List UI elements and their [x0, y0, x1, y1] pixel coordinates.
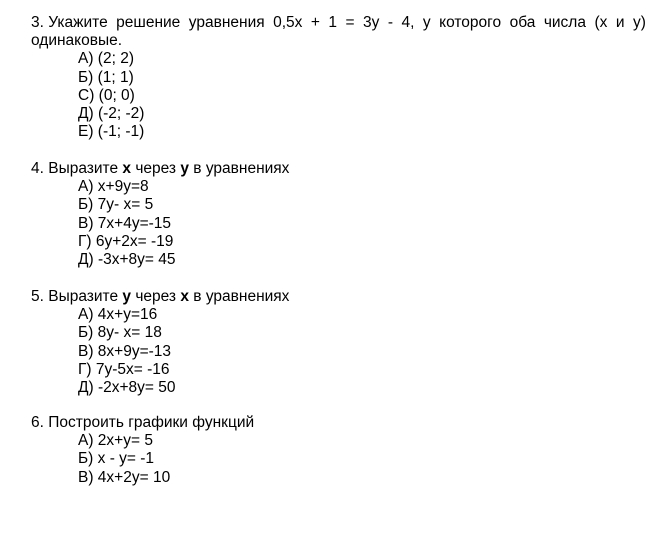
- q4-title-variable: y: [180, 160, 189, 177]
- q3-word: y): [632, 14, 646, 31]
- q3-word: -: [387, 14, 394, 31]
- question-4-title: [31, 160, 646, 178]
- q5-title-text: через: [131, 288, 181, 305]
- answer-option: А) (2; 2): [78, 50, 134, 68]
- q3-word: у: [422, 14, 431, 31]
- answer-option: С) (0; 0): [78, 86, 135, 104]
- q3-word: 4,: [401, 14, 415, 31]
- question-6-options: [31, 432, 646, 487]
- equation-item: Г) 7y-5x= -16: [78, 360, 170, 378]
- answer-option: Д) (-2; -2): [78, 105, 145, 123]
- equation-item: Д) -3x+8y= 45: [78, 251, 176, 269]
- answer-option: Е) (-1; -1): [78, 123, 145, 141]
- q4-title-text: в уравнениях: [188, 160, 290, 177]
- equation-item: Г) 6y+2x= -19: [78, 232, 174, 250]
- q5-title-text: в уравнениях: [188, 288, 290, 305]
- q3-word: числа: [543, 14, 586, 31]
- q3-word: +: [310, 14, 320, 31]
- q4-title-text: через: [131, 160, 181, 177]
- q3-word: 3. Укажите: [31, 14, 108, 31]
- question-6-title: 6. Построить графики функций: [31, 414, 255, 431]
- q3-word: 3y: [363, 14, 380, 31]
- q5-title-text: 5. Выразите: [31, 288, 123, 305]
- question-3-options: [31, 50, 646, 141]
- q3-word: =: [345, 14, 355, 31]
- q3-word: и: [615, 14, 625, 31]
- question-3-text-line1: [31, 14, 646, 32]
- q3-word: оба: [509, 14, 536, 31]
- question-3: [31, 14, 646, 141]
- equation-item: В) 8x+9y=-13: [78, 342, 172, 360]
- equation-item: Б) 8y- x= 18: [78, 324, 162, 342]
- q5-title-variable: y: [122, 288, 132, 305]
- q3-word: которого: [439, 14, 502, 31]
- answer-option: Б) (1; 1): [78, 68, 134, 86]
- equation-item: В) 7x+4y=-15: [78, 214, 172, 232]
- question-4: [31, 160, 646, 269]
- question-6: [31, 414, 646, 487]
- q4-title-variable: x: [122, 160, 132, 177]
- q3-word: (x: [594, 14, 608, 31]
- function-item: А) 2x+y= 5: [78, 432, 153, 450]
- question-3-text-line2: одинаковые.: [31, 32, 123, 50]
- question-5-title: [31, 288, 646, 306]
- q5-title-variable: x: [180, 288, 189, 305]
- equation-item: А) x+9y=8: [78, 178, 149, 196]
- equation-item: А) 4x+y=16: [78, 306, 158, 324]
- function-item: В) 4x+2y= 10: [78, 468, 171, 486]
- q3-word: уравнения: [188, 14, 265, 31]
- equation-item: Д) -2x+8y= 50: [78, 379, 176, 397]
- question-5: [31, 288, 646, 397]
- q3-word: 0,5x: [273, 14, 303, 31]
- q3-word: решение: [116, 14, 181, 31]
- function-item: Б) x - y= -1: [78, 450, 155, 468]
- question-4-options: [31, 178, 646, 269]
- equation-item: Б) 7y- x= 5: [78, 196, 154, 214]
- q3-word: 1: [328, 14, 338, 31]
- q4-title-text: 4. Выразите: [31, 160, 123, 177]
- question-5-options: [31, 306, 646, 397]
